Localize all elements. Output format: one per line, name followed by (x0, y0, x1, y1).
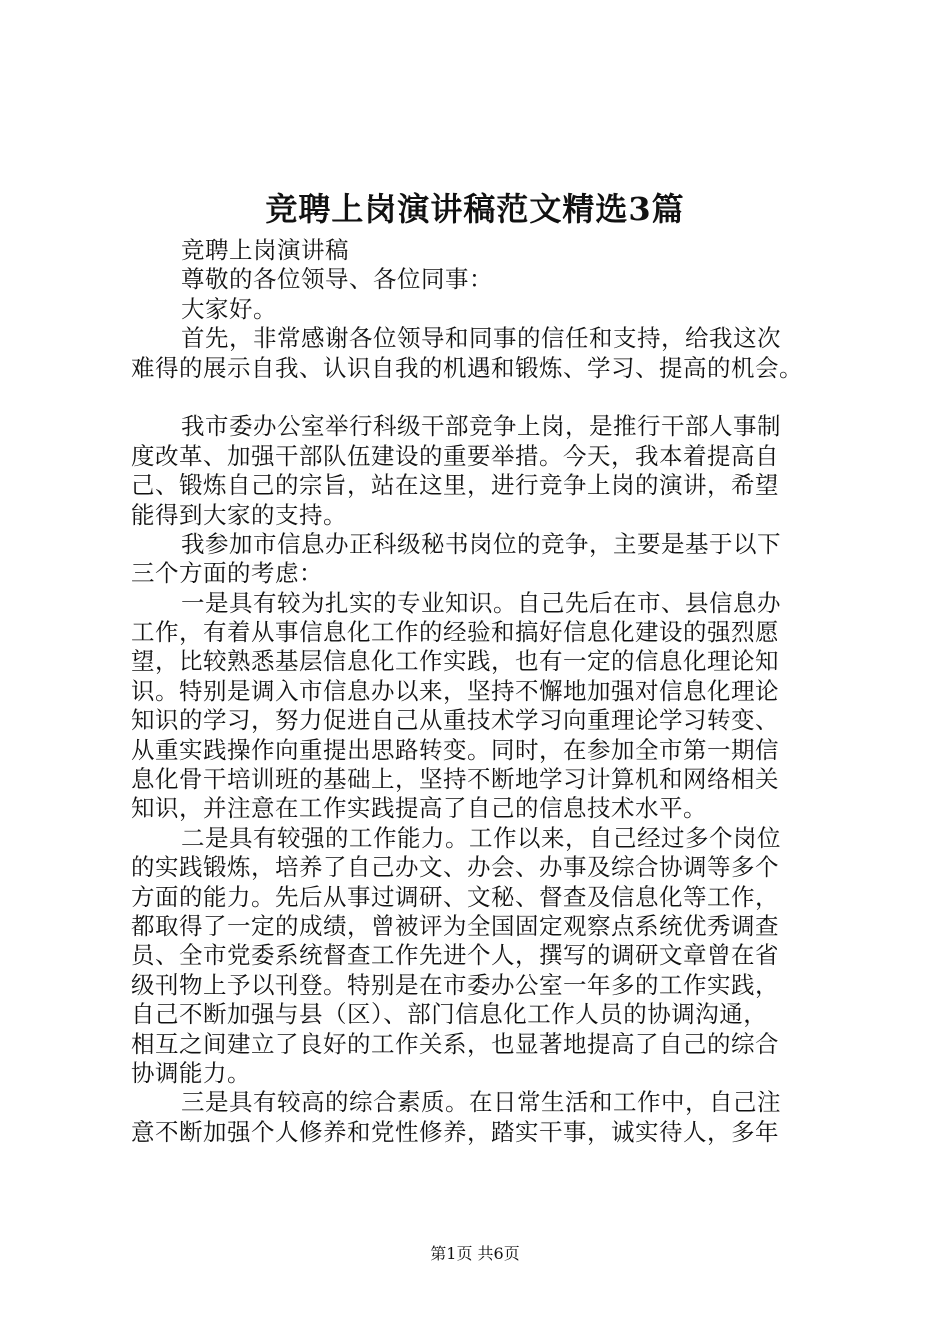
body-line: 三个方面的考虑： (131, 559, 323, 588)
body-line: 知识的学习，努力促进自己从重技术学习向重理论学习转变、 (131, 706, 779, 735)
body-line: 尊敬的各位领导、各位同事： (181, 265, 493, 294)
body-line: 望，比较熟悉基层信息化工作实践，也有一定的信息化理论知 (131, 647, 779, 676)
body-line: 三是具有较高的综合素质。在日常生活和工作中，自己注 (181, 1088, 781, 1117)
body-line: 的实践锻炼，培养了自己办文、办会、办事及综合协调等多个 (131, 853, 779, 882)
body-line: 相互之间建立了良好的工作关系，也显著地提高了自己的综合 (131, 1029, 779, 1058)
body-line: 大家好。 (181, 294, 277, 323)
paragraph-gap (131, 383, 833, 412)
body-line: 己、锻炼自己的宗旨，站在这里，进行竞争上岗的演讲，希望 (131, 471, 779, 500)
body-line: 息化骨干培训班的基础上，坚持不断地学习计算机和网络相关 (131, 765, 779, 794)
page-number: 第1页 共6页 (430, 1244, 520, 1263)
body-line: 二是具有较强的工作能力。工作以来，自己经过多个岗位 (181, 823, 781, 852)
body-line: 度改革、加强干部队伍建设的重要举措。今天，我本着提高自 (131, 441, 779, 470)
body-line: 协调能力。 (131, 1058, 251, 1087)
body-line: 意不断加强个人修养和党性修养，踏实干事，诚实待人，多年 (131, 1117, 779, 1146)
body-line: 自己不断加强与县（区）、部门信息化工作人员的协调沟通， (131, 1000, 768, 1029)
body-line: 难得的展示自我、认识自我的机遇和锻炼、学习、提高的机会。 (131, 353, 803, 382)
body-line: 识。特别是调入市信息办以来，坚持不懈地加强对信息化理论 (131, 676, 779, 705)
body-line: 方面的能力。先后从事过调研、文秘、督查及信息化等工作， (131, 882, 779, 911)
body-line: 竞聘上岗演讲稿 (181, 236, 349, 264)
body-line: 员、全市党委系统督查工作先进个人，撰写的调研文章曾在省 (131, 941, 779, 970)
body-line: 首先，非常感谢各位领导和同事的信任和支持，给我这次 (181, 324, 781, 353)
body-line: 都取得了一定的成绩，曾被评为全国固定观察点系统优秀调查 (131, 911, 779, 940)
body-line: 能得到大家的支持。 (131, 500, 347, 529)
body-line: 从重实践操作向重提出思路转变。同时，在参加全市第一期信 (131, 735, 779, 764)
body-line: 工作，有着从事信息化工作的经验和搞好信息化建设的强烈愿 (131, 618, 779, 647)
body-line: 级刊物上予以刊登。特别是在市委办公室一年多的工作实践， (131, 970, 779, 999)
body-line: 我市委办公室举行科级干部竞争上岗，是推行干部人事制 (181, 412, 781, 441)
body-line: 一是具有较为扎实的专业知识。自己先后在市、县信息办 (181, 588, 781, 617)
body-line: 知识，并注意在工作实践提高了自己的信息技术水平。 (131, 794, 707, 823)
body-line: 我参加市信息办正科级秘书岗位的竞争，主要是基于以下 (181, 529, 781, 558)
document-body (131, 236, 833, 1147)
document-title: 竞聘上岗演讲稿范文精选3篇 (265, 190, 685, 228)
